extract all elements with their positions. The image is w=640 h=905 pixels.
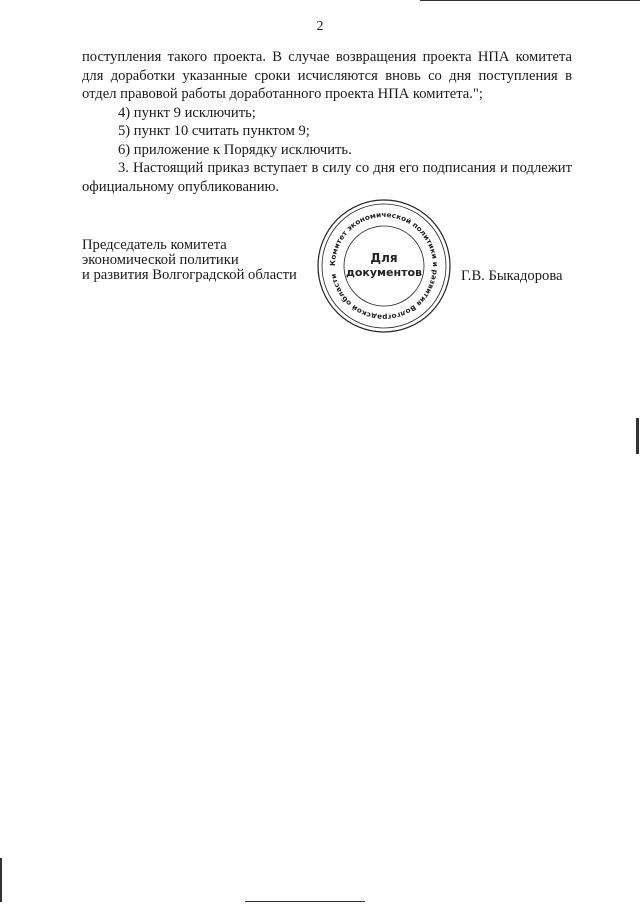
signatory-title-line: экономической политики [82, 252, 239, 268]
signatory-title-line: Председатель комитета [82, 237, 227, 253]
document-body [82, 48, 572, 196]
paragraph: 3. Настоящий приказ вступает в силу со дня его подписания и подлежит официальному опубликованию. [82, 160, 572, 195]
paragraph: 5) пункт 10 считать пунктом 9; [118, 123, 310, 139]
signatory-title [82, 238, 297, 283]
signer-name: Г.В. Быкадорова [461, 268, 563, 284]
stamp-ring-text: Комитет экономической политики и развития Волгоградской области [328, 210, 440, 322]
scan-edge-mark [245, 901, 365, 902]
official-stamp [314, 196, 454, 336]
paragraph: 6) приложение к Порядку исключить. [118, 141, 352, 158]
stamp-center-line2: документов [345, 266, 423, 279]
paragraph: поступления такого проекта. В случае возвращения проекта НПА комитета для доработки указанные сроки исчисляются вновь со дня поступления в отдел правовой работы доработанного проекта НПА комитета."; [82, 49, 572, 102]
stamp-graphic [314, 196, 454, 336]
paragraph: 4) пункт 9 исключить; [118, 104, 256, 121]
scan-edge-mark [636, 418, 639, 454]
signatory-title-line: и развития Волгоградской области [82, 267, 297, 283]
page-number: 2 [316, 19, 324, 34]
scan-edge-mark [420, 0, 640, 1]
stamp-center-line1: Для [370, 251, 398, 265]
scan-edge-mark [0, 858, 2, 902]
